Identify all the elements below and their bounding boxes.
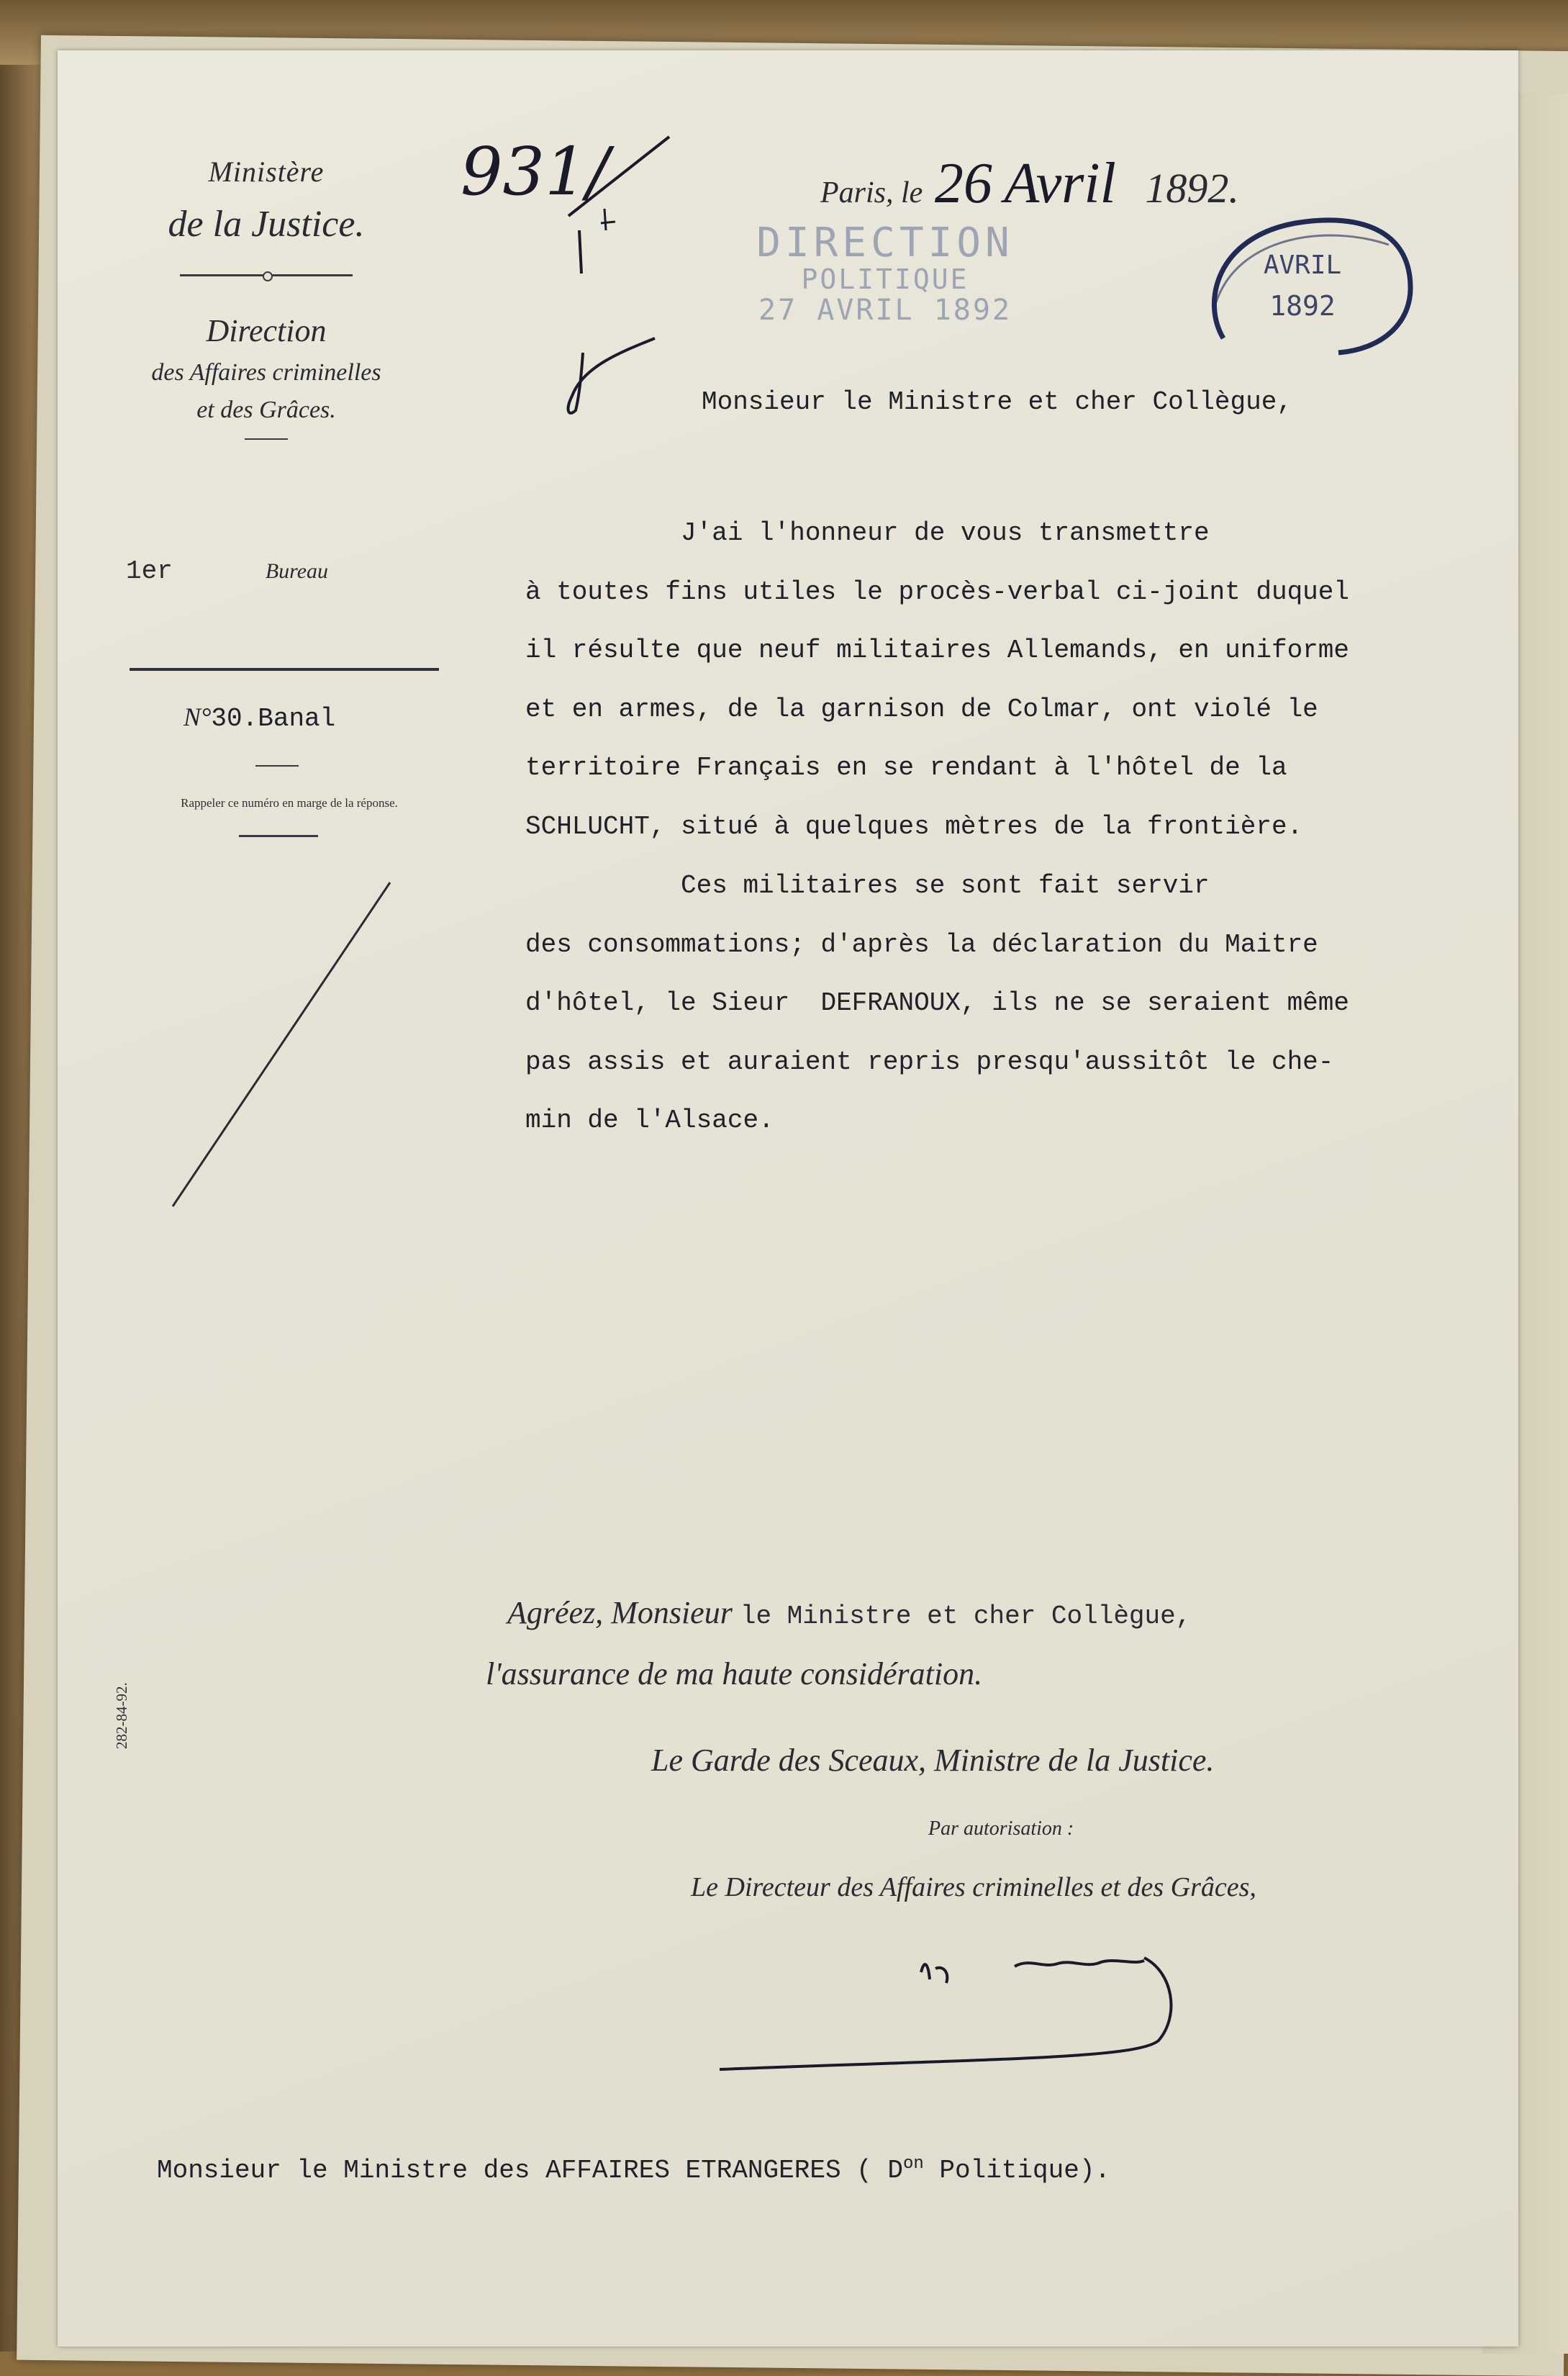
reference-value: 30.Banal [211, 704, 336, 733]
divider-ornament [263, 271, 273, 281]
letterhead-divider [180, 274, 353, 276]
handwritten-number: 931/ [461, 133, 609, 210]
paragraph2-line: pas assis et auraient repris presqu'aussitôt le che- [525, 1047, 1334, 1077]
closing-agreez: Agréez, Monsieur [507, 1595, 733, 1630]
dateline-place: Paris, le [820, 176, 923, 209]
addressee-line [157, 2154, 1110, 2185]
oval-stamp-year: 1892 [1269, 290, 1336, 322]
paragraph2-line: des consommations; d'après la déclaration du Maitre [525, 929, 1318, 959]
paragraph2-line: Ces militaires se sont fait servir [525, 871, 1210, 900]
direction-title: Direction [206, 313, 327, 348]
bureau-number: 1er [126, 556, 173, 586]
paragraph1-line: il résulte que neuf militaires Allemands, en uniforme [525, 636, 1349, 665]
stamp-line3: 27 AVRIL 1892 [758, 294, 1012, 327]
paragraph1-line: J'ai l'honneur de vous transmettre [525, 518, 1210, 548]
garde-des-sceaux-line: Le Garde des Sceaux, Ministre de la Justice. [651, 1743, 1215, 1778]
paragraph2-line: d'hôtel, le Sieur DEFRANOUX, ils ne se seraient même [525, 988, 1349, 1018]
salutation: Monsieur le Ministre et cher Collègue, [702, 387, 1292, 417]
closing-typed: le Ministre et cher Collègue, [740, 1602, 1192, 1631]
handwritten-slash-marks [554, 122, 676, 432]
paragraph1-line: à toutes fins utiles le procès-verbal ci-joint duquel [525, 577, 1349, 607]
reference-rule [255, 765, 299, 767]
reference-rule-ornament [239, 835, 318, 837]
closing-line1 [507, 1594, 1191, 1631]
direction-line3: et des Grâces. [196, 397, 336, 423]
direction-politique-stamp [730, 220, 1040, 327]
paragraph1-line: territoire Français en se rendant à l'hôtel de la [525, 753, 1287, 782]
letterhead [79, 155, 453, 440]
dateline [820, 151, 1239, 217]
paragraph1-line: et en armes, de la garnison de Colmar, ont violé le [525, 694, 1318, 724]
dateline-day: 26 [934, 152, 992, 215]
letter-paragraph-2 [525, 857, 1349, 1150]
par-autorisation: Par autorisation : [928, 1817, 1074, 1840]
ministry-line2: de la Justice. [168, 204, 365, 245]
oval-stamp-month: AVRIL [1263, 250, 1342, 280]
dateline-year: 1892. [1145, 165, 1239, 212]
form-code: 282-84-92. [113, 1682, 130, 1749]
addressee-text-end: Politique). [923, 2156, 1111, 2185]
reference-note: Rappeler ce numéro en marge de la réponse. [181, 796, 398, 810]
directeur-line: Le Directeur des Affaires criminelles et des Grâces, [691, 1872, 1256, 1902]
addressee-superscript: on [902, 2154, 924, 2174]
stamp-line1: DIRECTION [756, 220, 1014, 266]
reference-prefix: N° [183, 703, 212, 731]
short-divider [245, 438, 288, 440]
reference-number [183, 702, 335, 733]
signature [712, 1915, 1202, 2080]
paragraph1-line: SCHLUCHT, situé à quelques mètres de la frontière. [525, 811, 1303, 841]
paragraph2-line: min de l'Alsace. [525, 1106, 774, 1135]
addressee-text: Monsieur le Ministre des AFFAIRES ETRANGERES ( D [157, 2156, 903, 2185]
letterhead-long-rule [130, 668, 439, 671]
margin-diagonal-stroke [166, 878, 410, 1224]
closing-assurance: l'assurance de ma haute considération. [486, 1656, 983, 1691]
direction-line2: des Affaires criminelles [151, 359, 381, 386]
stamp-line2: POLITIQUE [801, 263, 969, 295]
bureau-row [126, 554, 328, 586]
ministry-line1: Ministère [208, 155, 325, 188]
oval-receipt-stamp [1195, 194, 1425, 367]
bureau-label: Bureau [265, 559, 329, 583]
dateline-month: Avril [1004, 152, 1116, 215]
letter-paragraph-1 [525, 504, 1482, 856]
